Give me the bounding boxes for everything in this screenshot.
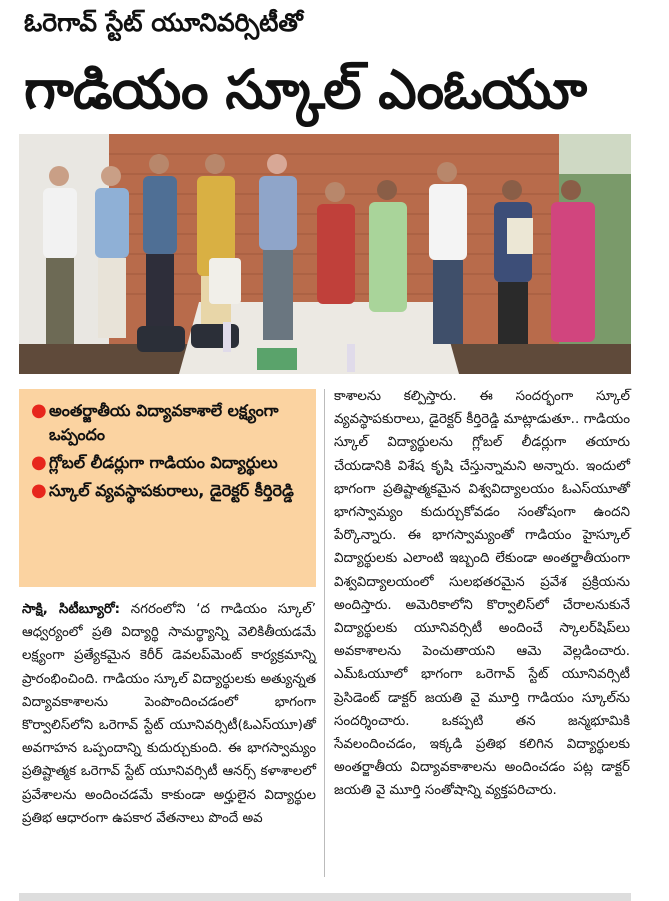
bullet-icon: ● <box>31 480 47 501</box>
article-body-right <box>334 385 630 803</box>
highlight-item: ● గ్లోబల్ లీడర్లుగా గాడియం విద్యార్థులు <box>31 452 278 473</box>
group-photo <box>19 134 631 374</box>
body-text-left: నగరంలోని ‘ద గాడియం స్కూల్’ ఆధ్వర్యంలో ప్రతి విద్యార్థి సామర్థ్యాన్ని వెలికితీయడమే లక్ష్యంగా ప్రత్యేకమైన కెరీర్ డెవలప్‌మెంట్ కార్యక్రమాన్ని ప్రారంభించింది. గాడియం స్కూల్ విద్యార్థులకు అత్యున్నత విద్యావకాశాలను పెంపొందించడంలో భాగంగా కొర్వాలిస్‌లోని ఒరెగావ్ స్టేట్ యూనివర్సిటీ(ఓఎస్‌యూ)తో అవగాహన ఒప్పందాన్ని కుదుర్చుకుంది. ఈ భాగస్వామ్యం ప్రతిష్టాత్మక ఒరెగావ్ స్టేట్ యూనివర్సిటీ ఆనర్స్ కళాశాలలో ప్రవేశాలను అందించడమే కాకుండా అర్హులైన విద్యార్థుల ప్రతిభ ఆధారంగా ఉపకార వేతనాలు పొందే అవ <box>22 602 316 826</box>
headline: గాడియం స్కూల్ ఎంఓయూ <box>24 58 587 121</box>
group-photo-image <box>19 134 631 374</box>
highlights-box <box>19 389 316 587</box>
body-text-right: కాశాలను కల్పిస్తారు. ఈ సందర్భంగా స్కూల్ వ్యవస్థాపకురాలు, డైరెక్టర్ కీర్తిరెడ్డి మాట్లాడుతూ.. గాడియం స్కూల్ విద్యార్థులను గ్లోబల్ లీడర్లుగా తయారు చేయడానికి విశేష కృషి చేస్తున్నామని అన్నారు. ఇందులో భాగంగా ప్రతిష్టాత్మకమైన విశ్వవిద్యాలయం ఓఎస్‌యూతో భాగస్వామ్యం కుదుర్చుకోవడం సంతోషంగా ఉందని పేర్కొన్నారు. ఈ భాగస్వామ్యంతో గాడియం హైస్కూల్ విద్యార్థులకు ఎలాంటి ఇబ్బంది లేకుండా అంతర్జాతీయంగా విశ్వవిద్యాలయంలో సులభతరమైన ప్రవేశ ప్రక్రియను అందిస్తారు. అమెరికాలోని కొర్వాలిస్‌లో చేరాలనుకునే విద్యార్థులకు యూనివర్సిటీ అందించే స్కాలర్‌షిప్‌లు అవకాశాలను పెంచుతాయని ఆమె వెల్లడించారు. ఎమ్ఓయూలో భాగంగా ఒరెగావ్ స్టేట్ యూనివర్సిటీ ప్రెసిడెంట్ డాక్టర్ జయతి వై మూర్తి గాడియం స్కూల్‌ను సందర్శించారు. ఒకప్పటి తన జన్మభూమికి సేవలందించడం, ఇక్కడి ప్రతిభ కలిగిన విద్యార్థులకు అంతర్జాతీయ విద్యావకాశాలను అందించడం పట్ల డాక్టర్ జయతి వై మూర్తి సంతోషాన్ని వ్యక్తపరిచారు. <box>334 389 630 799</box>
bullet-icon: ● <box>31 400 47 421</box>
bottom-border <box>19 893 631 901</box>
column-divider <box>324 389 325 877</box>
dateline: సాక్షి, సిటీబ్యూరో: <box>22 602 120 617</box>
highlight-item: ● స్కూల్ వ్యవస్థాపకురాలు, డైరెక్టర్ కీర్తిరెడ్డి <box>31 480 294 501</box>
kicker: ఓరెగావ్ స్టేట్ యూనివర్సిటీతో <box>24 8 303 37</box>
article-body-left <box>22 598 316 830</box>
bullet-icon: ● <box>31 452 47 473</box>
highlight-item: ● అంతర్జాతీయ విద్యావకాశాలే లక్ష్యంగా ఒప్పందం <box>31 400 279 444</box>
